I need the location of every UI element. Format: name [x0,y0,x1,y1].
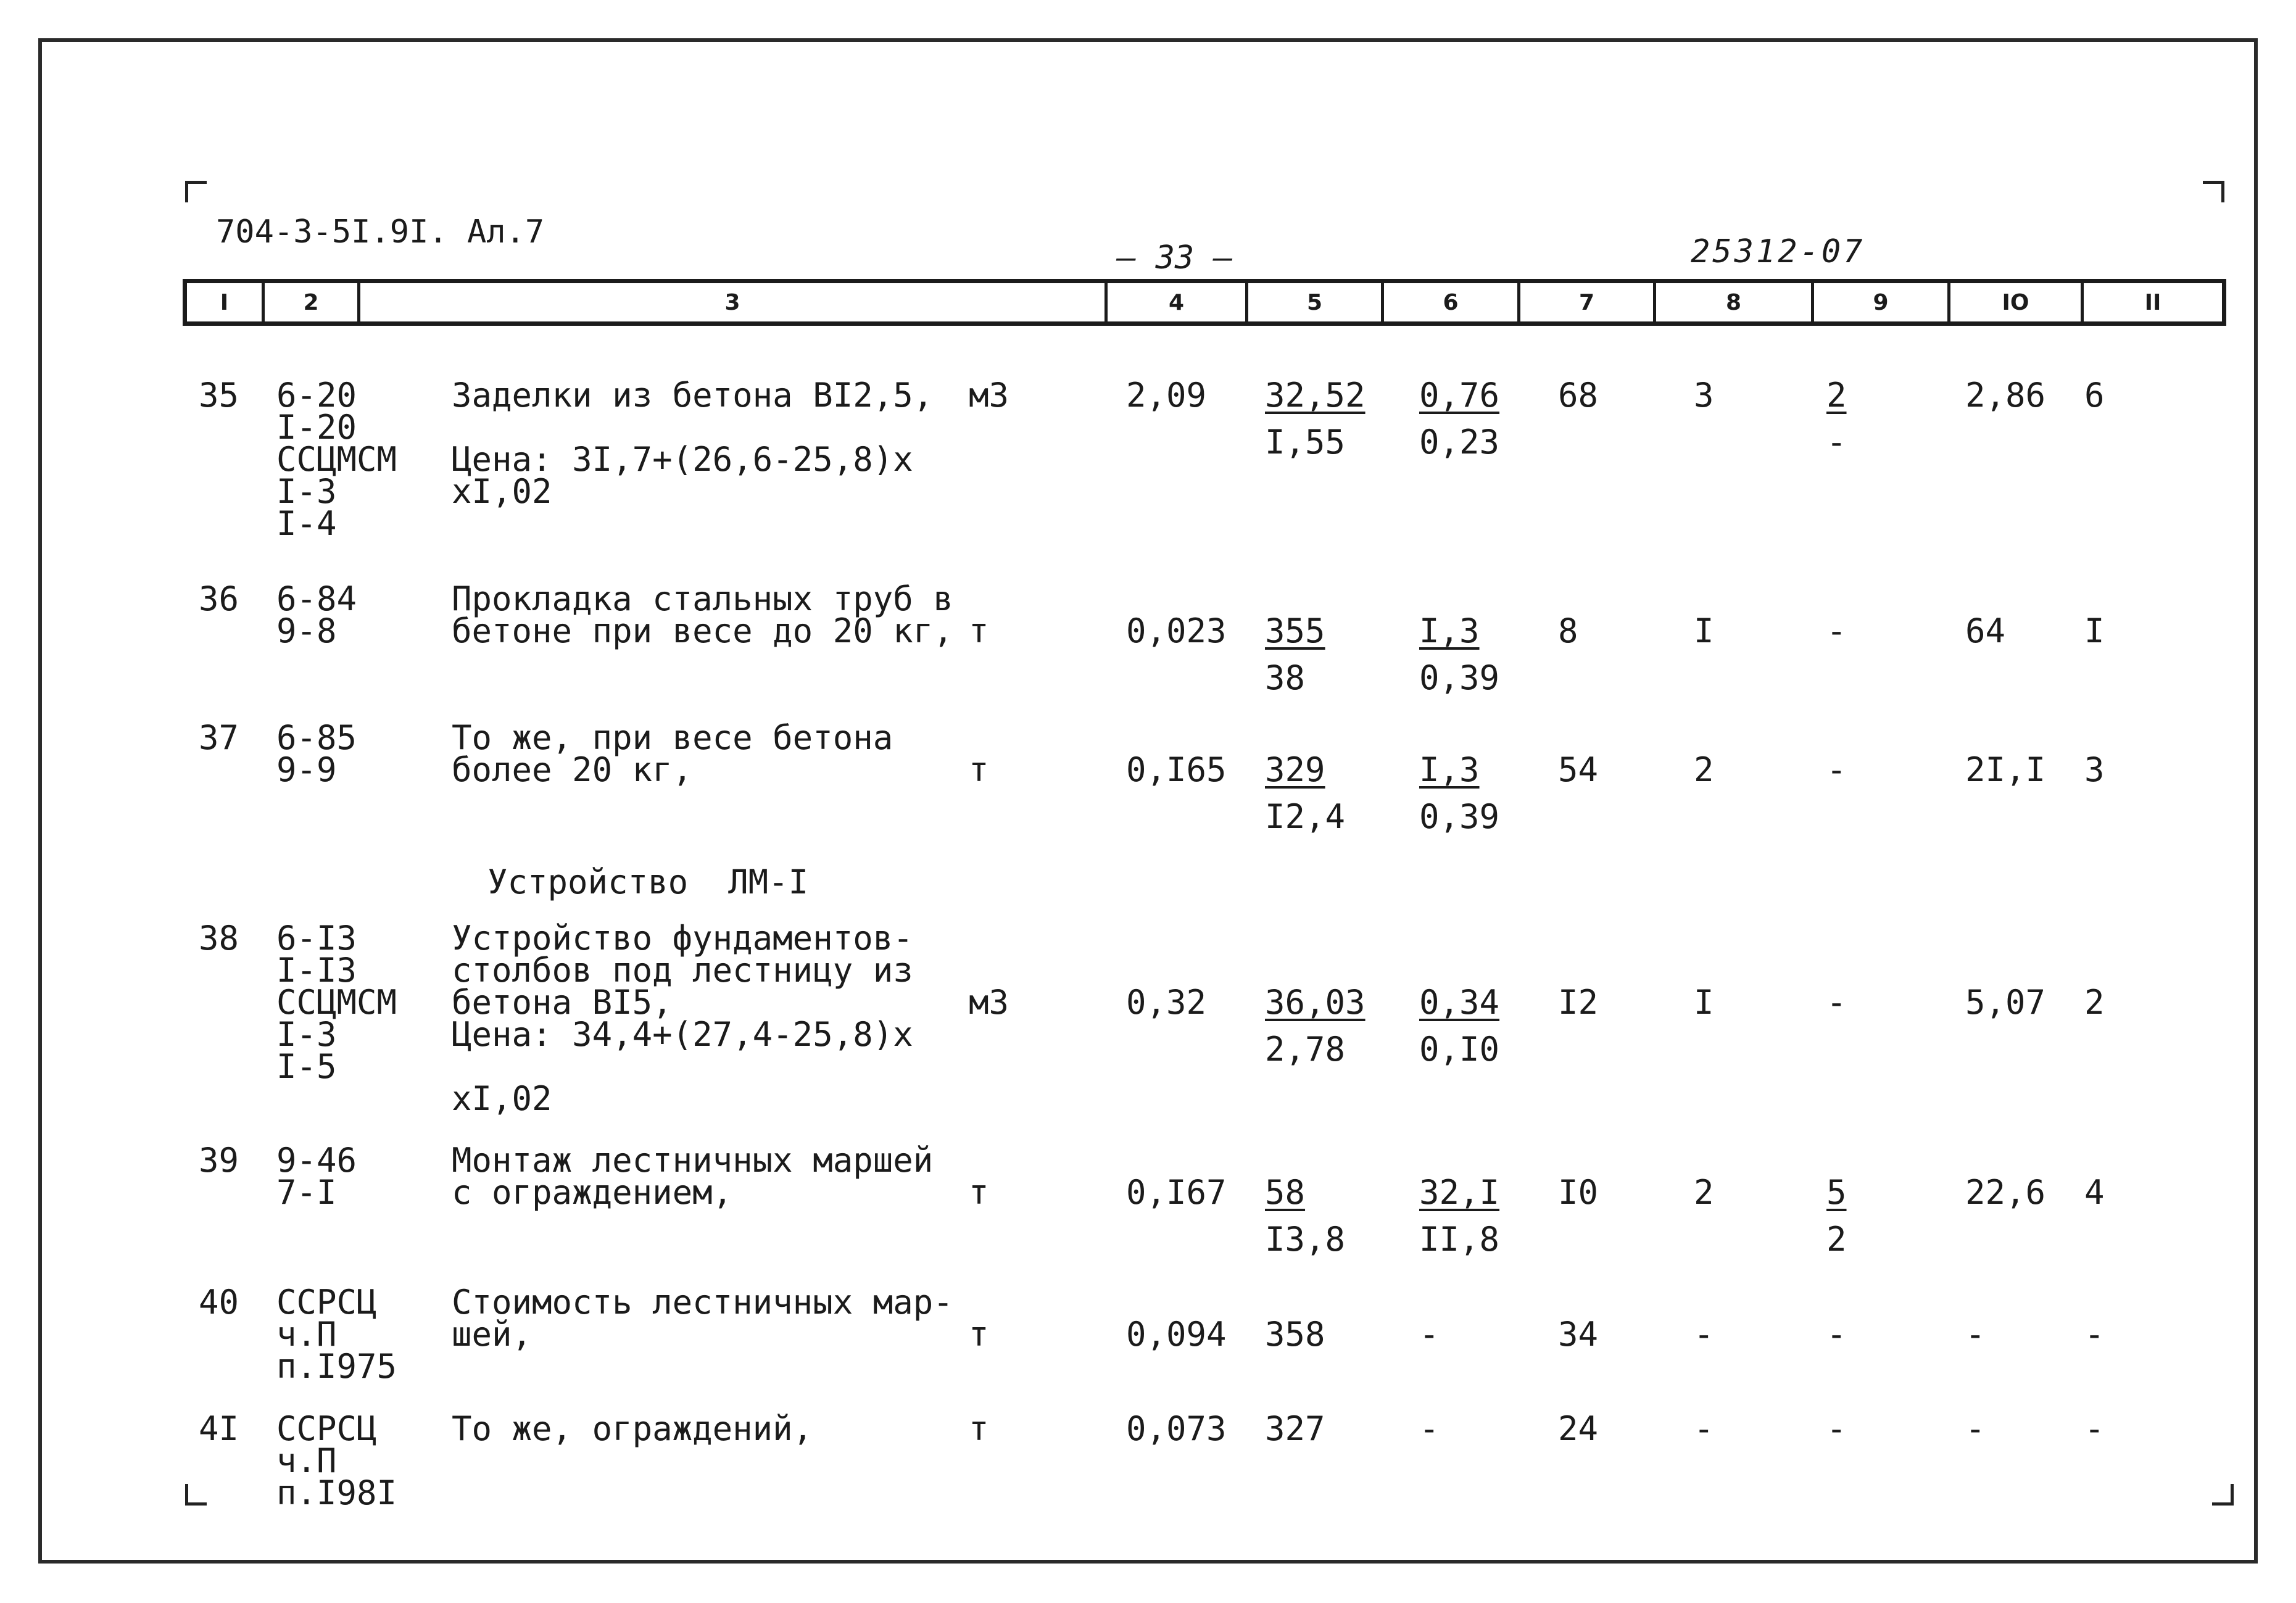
unit: т [969,1173,989,1212]
cell-col9-top: 5 [1826,1173,1847,1212]
column-header-cell: 4 [1108,283,1248,321]
rate-code: ССРСЦ ч.П п.I98I [276,1409,397,1512]
corner-mark [2212,1484,2234,1506]
column-header-cell: 8 [1656,283,1814,321]
work-description: Монтаж лестничных маршей с ограждением, [452,1141,934,1212]
rate-code: ССРСЦ ч.П п.I975 [276,1283,397,1386]
cell-col5-bottom: I3,8 [1265,1220,1346,1259]
cell-col9-top: - [1826,1409,1847,1448]
cell-col5-top: 327 [1265,1409,1325,1448]
column-header-cell: 9 [1814,283,1950,321]
cell-col7: 24 [1558,1409,1599,1448]
unit: м3 [969,983,1009,1022]
quantity: 0,094 [1126,1315,1227,1354]
cell-col9-bottom: 2 [1826,1220,1847,1259]
cell-col11: 4 [2084,1173,2105,1212]
column-header-cell: IO [1950,283,2084,321]
row-number: 38 [199,919,239,958]
unit: т [969,611,989,650]
rate-code: 6-84 9-8 [276,579,357,650]
work-description: Прокладка стальных труб в бетоне при весе до 20 кг, [452,579,953,650]
rate-code: 9-46 7-I [276,1141,357,1212]
cell-col8: I [1694,983,1714,1022]
cell-col8: I [1694,611,1714,650]
cell-col7: I0 [1558,1173,1599,1212]
column-header [183,279,2226,326]
cell-col8: 2 [1694,750,1714,789]
cell-col11: - [2084,1315,2105,1354]
row-number: 40 [199,1283,239,1322]
cell-col6-top: 32,I [1419,1173,1500,1212]
corner-mark [2203,181,2224,202]
cell-col11: 3 [2084,750,2105,789]
column-header-cell: 7 [1520,283,1656,321]
rate-code: 6-20 I-20 ССЦМСМ I-3 I-4 [276,376,397,543]
corner-mark [185,181,207,202]
cell-col5-bottom: I,55 [1265,423,1346,462]
quantity: 0,073 [1126,1409,1227,1448]
cell-col8: - [1694,1315,1714,1354]
cell-col11: 6 [2084,376,2105,415]
cell-col6-bottom: 0,I0 [1419,1030,1500,1069]
cell-col7: 54 [1558,750,1599,789]
cell-col9-top: 2 [1826,376,1847,415]
cell-col5-top: 32,52 [1265,376,1366,415]
cell-col7: I2 [1558,983,1599,1022]
unit: т [969,1409,989,1448]
cell-col5-bottom: I2,4 [1265,797,1346,836]
cell-col6-top: I,3 [1419,611,1480,650]
cell-col10: - [1965,1409,1986,1448]
cell-col10: 22,6 [1965,1173,2046,1212]
cell-col11: I [2084,611,2105,650]
cell-col5-bottom: 38 [1265,658,1306,697]
document-code: 704-3-5I.9I. Ал.7 [216,213,545,251]
quantity: 0,023 [1126,611,1227,650]
cell-col8: - [1694,1409,1714,1448]
cell-col6-top: - [1419,1315,1440,1354]
rate-code: 6-I3 I-I3 ССЦМСМ I-3 I-5 [276,919,397,1086]
cell-col6-bottom: 0,39 [1419,658,1500,697]
cell-col8: 2 [1694,1173,1714,1212]
cell-col11: 2 [2084,983,2105,1022]
row-number: 36 [199,579,239,618]
rate-code: 6-85 9-9 [276,718,357,789]
document-number: 25312-07 [1691,233,1865,270]
cell-col9-bottom: - [1826,423,1847,462]
quantity: 2,09 [1126,376,1207,415]
cell-col5-top: 58 [1265,1173,1306,1212]
cell-col5-top: 355 [1265,611,1325,650]
quantity: 0,32 [1126,983,1207,1022]
cell-col10: 5,07 [1965,983,2046,1022]
column-header-cell: 6 [1384,283,1520,321]
work-description: Устройство фундаментов- столбов под лестницу из бетона BI5, Цена: 34,4+(27,4-25,8)х хI,02 [452,919,913,1118]
page-number: — 33 — [1117,239,1233,276]
cell-col9-top: - [1826,750,1847,789]
column-header-cell: 2 [265,283,360,321]
cell-col5-bottom: 2,78 [1265,1030,1346,1069]
cell-col5-top: 358 [1265,1315,1325,1354]
row-number: 4I [199,1409,239,1448]
work-description: Стоимость лестничных мар- шей, [452,1283,953,1354]
corner-mark [185,1484,207,1506]
work-description: То же, ограждений, [452,1409,813,1448]
quantity: 0,I67 [1126,1173,1227,1212]
cell-col6-top: I,3 [1419,750,1480,789]
cell-col10: - [1965,1315,1986,1354]
cell-col5-top: 36,03 [1265,983,1366,1022]
cell-col11: - [2084,1409,2105,1448]
quantity: 0,I65 [1126,750,1227,789]
unit: м3 [969,376,1009,415]
cell-col9-top: - [1826,983,1847,1022]
cell-col9-top: - [1826,1315,1847,1354]
column-header-cell: I [187,283,265,321]
cell-col7: 68 [1558,376,1599,415]
row-number: 35 [199,376,239,415]
unit: т [969,1315,989,1354]
row-number: 39 [199,1141,239,1180]
cell-col6-bottom: II,8 [1419,1220,1500,1259]
row-number: 37 [199,718,239,757]
column-header-cell: 3 [360,283,1108,321]
cell-col10: 2,86 [1965,376,2046,415]
cell-col7: 8 [1558,611,1578,650]
cell-col6-bottom: 0,39 [1419,797,1500,836]
work-description: То же, при весе бетона более 20 кг, [452,718,893,789]
cell-col8: 3 [1694,376,1714,415]
column-header-cell: 5 [1248,283,1384,321]
column-header-cell: II [2144,289,2161,315]
cell-col6-top: 0,34 [1419,983,1500,1022]
cell-col10: 64 [1965,611,2006,650]
cell-col6-bottom: 0,23 [1419,423,1500,462]
section-title: Устройство ЛМ-I [487,863,809,901]
cell-col7: 34 [1558,1315,1599,1354]
cell-col6-top: 0,76 [1419,376,1500,415]
work-description: Заделки из бетона BI2,5, Цена: 3I,7+(26,6-25,8)х хI,02 [452,376,934,511]
cell-col6-top: - [1419,1409,1440,1448]
cell-col9-top: - [1826,611,1847,650]
cell-col5-top: 329 [1265,750,1325,789]
cell-col10: 2I,I [1965,750,2046,789]
unit: т [969,750,989,789]
